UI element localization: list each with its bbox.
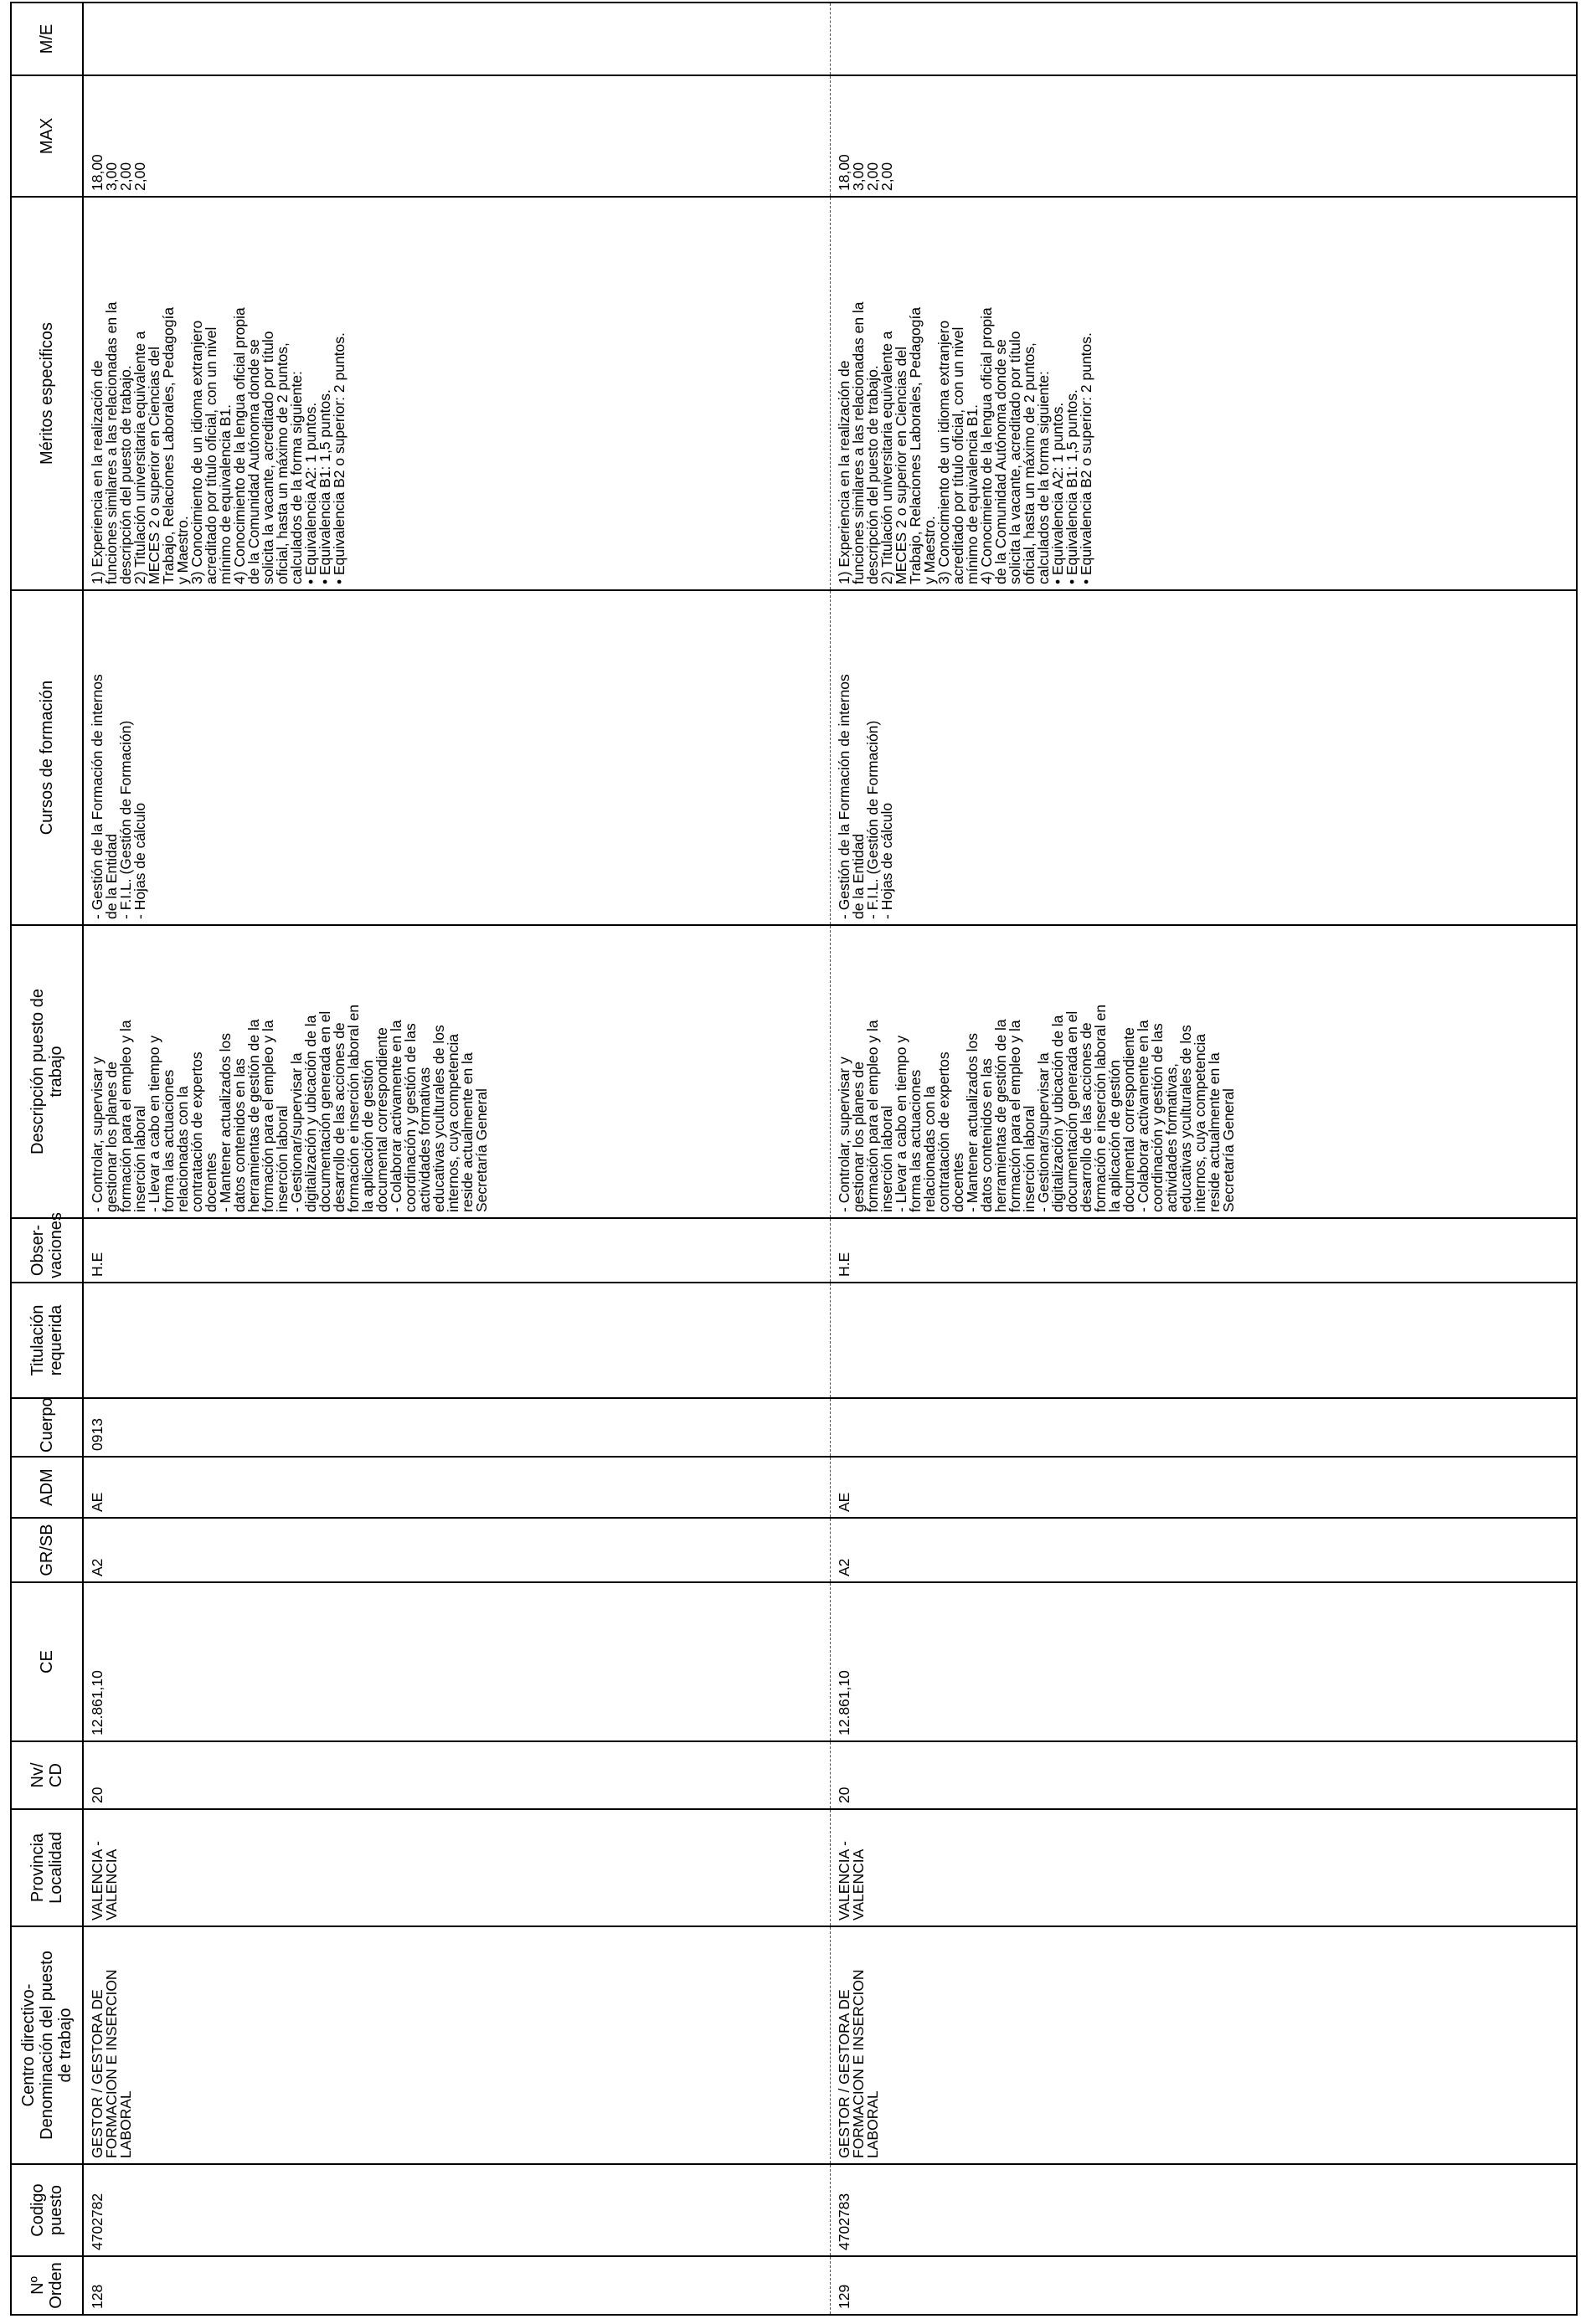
codigo-cell: 4702782 bbox=[83, 2164, 830, 2256]
header-titulacion: Titulación requerida bbox=[11, 1283, 83, 1398]
titulacion-cell bbox=[83, 1283, 830, 1398]
cuerpo-cell bbox=[830, 1398, 1577, 1457]
orden-cell: 128 bbox=[83, 2256, 830, 2315]
provincia-cell: VALENCIA - VALENCIA bbox=[830, 1809, 1577, 1926]
centro-cell: GESTOR / GESTORA DE FORMACION E INSERCION LABORAL bbox=[830, 1926, 1577, 2164]
me-cell bbox=[83, 3, 830, 75]
header-row bbox=[11, 3, 83, 2315]
max-value-line: 3,00 bbox=[103, 162, 120, 191]
header-cursos: Cursos de formación bbox=[11, 590, 83, 925]
header-descripcion: Descripción puesto de trabajo bbox=[11, 925, 83, 1218]
adm-cell: AE bbox=[83, 1457, 830, 1518]
orden-cell: 129 bbox=[830, 2256, 1577, 2315]
max-cell bbox=[830, 75, 1577, 197]
observaciones-cell: H.E bbox=[83, 1218, 830, 1283]
ce-cell: 12.861,10 bbox=[830, 1582, 1577, 1741]
header-centro: Centro directivo- Denominación del puesto de trabajo bbox=[11, 1926, 83, 2164]
cursos-cell: - Gestión de la Formación de internos de la Entidad - F.I.L. (Gestión de Formación) - Hojas de cálculo bbox=[830, 590, 1577, 925]
header-cuerpo: Cuerpo bbox=[11, 1398, 83, 1457]
max-value-line: 3,00 bbox=[849, 162, 867, 191]
header-ce: CE bbox=[11, 1582, 83, 1741]
adm-cell: AE bbox=[830, 1457, 1577, 1518]
titulacion-cell bbox=[830, 1283, 1577, 1398]
max-value-line: 2,00 bbox=[878, 162, 895, 191]
cursos-cell: - Gestión de la Formación de internos de la Entidad - F.I.L. (Gestión de Formación) - Hojas de cálculo bbox=[83, 590, 830, 925]
codigo-cell: 4702783 bbox=[830, 2164, 1577, 2256]
grupo-cell: A2 bbox=[83, 1518, 830, 1582]
header-me: M/E bbox=[11, 3, 83, 75]
cuerpo-cell: 0913 bbox=[83, 1398, 830, 1457]
max-value-line: 2,00 bbox=[117, 162, 134, 191]
header-grupo: GR/SB bbox=[11, 1518, 83, 1582]
header-nivel: Nv/ CD bbox=[11, 1741, 83, 1809]
header-orden: Nº Orden bbox=[11, 2256, 83, 2315]
max-value-line: 18,00 bbox=[89, 154, 106, 191]
grupo-cell: A2 bbox=[830, 1518, 1577, 1582]
me-cell bbox=[830, 3, 1577, 75]
job-positions-table bbox=[10, 2, 1578, 2316]
max-value-line: 2,00 bbox=[131, 162, 148, 191]
max-cell bbox=[83, 75, 830, 197]
header-max: MAX bbox=[11, 75, 83, 197]
header-provincia: Provincia Localidad bbox=[11, 1809, 83, 1926]
header-adm: ADM bbox=[11, 1457, 83, 1518]
max-value-line: 18,00 bbox=[835, 154, 852, 191]
header-codigo: Codigo puesto bbox=[11, 2164, 83, 2256]
meritos-cell: 1) Experiencia en la realización de funciones similares a las relacionadas en la descripción del puesto de trabajo. 2) Titulación universitaria equivalente a MECES 2 o superior en Ciencias del Trabajo, Relaciones Laborales, Pedagogía y Maestro. 3) Conocimiento de un idioma extranjero acreditado por título oficial, con un nivel mínimo de equivalencia B1. 4) Conocimiento de la lengua oficial propia de la Comunidad Autónoma donde se solicita la vacante, acreditado por título oficial, hasta un máximo de 2 puntos, calculados de la forma siguiente: • Equivalencia A2: 1 puntos. • Equivalencia B1: 1,5 puntos. • Equivalencia B2 o superior: 2 puntos. bbox=[83, 197, 830, 590]
nivel-cell: 20 bbox=[830, 1741, 1577, 1809]
ce-cell: 12.861,10 bbox=[83, 1582, 830, 1741]
header-observaciones: Obser- vaciones bbox=[11, 1218, 83, 1283]
nivel-cell: 20 bbox=[83, 1741, 830, 1809]
provincia-cell: VALENCIA - VALENCIA bbox=[83, 1809, 830, 1926]
observaciones-cell: H.E bbox=[830, 1218, 1577, 1283]
meritos-cell: 1) Experiencia en la realización de funciones similares a las relacionadas en la descripción del puesto de trabajo. 2) Titulación universitaria equivalente a MECES 2 o superior en Ciencias del Trabajo, Relaciones Laborales, Pedagogía y Maestro. 3) Conocimiento de un idioma extranjero acreditado por título oficial, con un nivel mínimo de equivalencia B1. 4) Conocimiento de la lengua oficial propia de la Comunidad Autónoma donde se solicita la vacante, acreditado por título oficial, hasta un máximo de 2 puntos, calculados de la forma siguiente: • Equivalencia A2: 1 puntos. • Equivalencia B1: 1,5 puntos. • Equivalencia B2 o superior: 2 puntos. bbox=[830, 197, 1577, 590]
centro-cell: GESTOR / GESTORA DE FORMACION E INSERCION LABORAL bbox=[83, 1926, 830, 2164]
table-row bbox=[830, 3, 1577, 2315]
table-row bbox=[83, 3, 830, 2315]
descripcion-cell: - Controlar, supervisar y gestionar los planes de formación para el empleo y la inserción laboral - Llevar a cabo en tiempo y forma las actuaciones relacionadas con la contratación de expertos docentes - Mantener actualizados los datos contenidos en las herramientas de gestión de la formación para el empleo y la inserción laboral - Gestionar/supervisar la digitalización y ubicación de la documentación generada en el desarrollo de las acciones de formación e inserción laboral en la aplicación de gestión documental correspondiente - Colaborar activamente en la coordinación y gestión de las actividades formativas, educativas yculturales de los internos, cuya competencia reside actualmente en la Secretaría General bbox=[830, 925, 1577, 1218]
descripcion-cell: - Controlar, supervisar y gestionar los planes de formación para el empleo y la inserción laboral - Llevar a cabo en tiempo y forma las actuaciones relacionadas con la contratación de expertos docentes - Mantener actualizados los datos contenidos en las herramientas de gestión de la formación para el empleo y la inserción laboral - Gestionar/supervisar la digitalización y ubicación de la documentación generada en el desarrollo de las acciones de formación e inserción laboral en la aplicación de gestión documental correspondiente - Colaborar activamente en la coordinación y gestión de las actividades formativas educativas yculturales de los internos, cuya competencia reside actualmente en la Secretaría General bbox=[83, 925, 830, 1218]
max-value-line: 2,00 bbox=[863, 162, 881, 191]
header-meritos: Méritos especificos bbox=[11, 197, 83, 590]
